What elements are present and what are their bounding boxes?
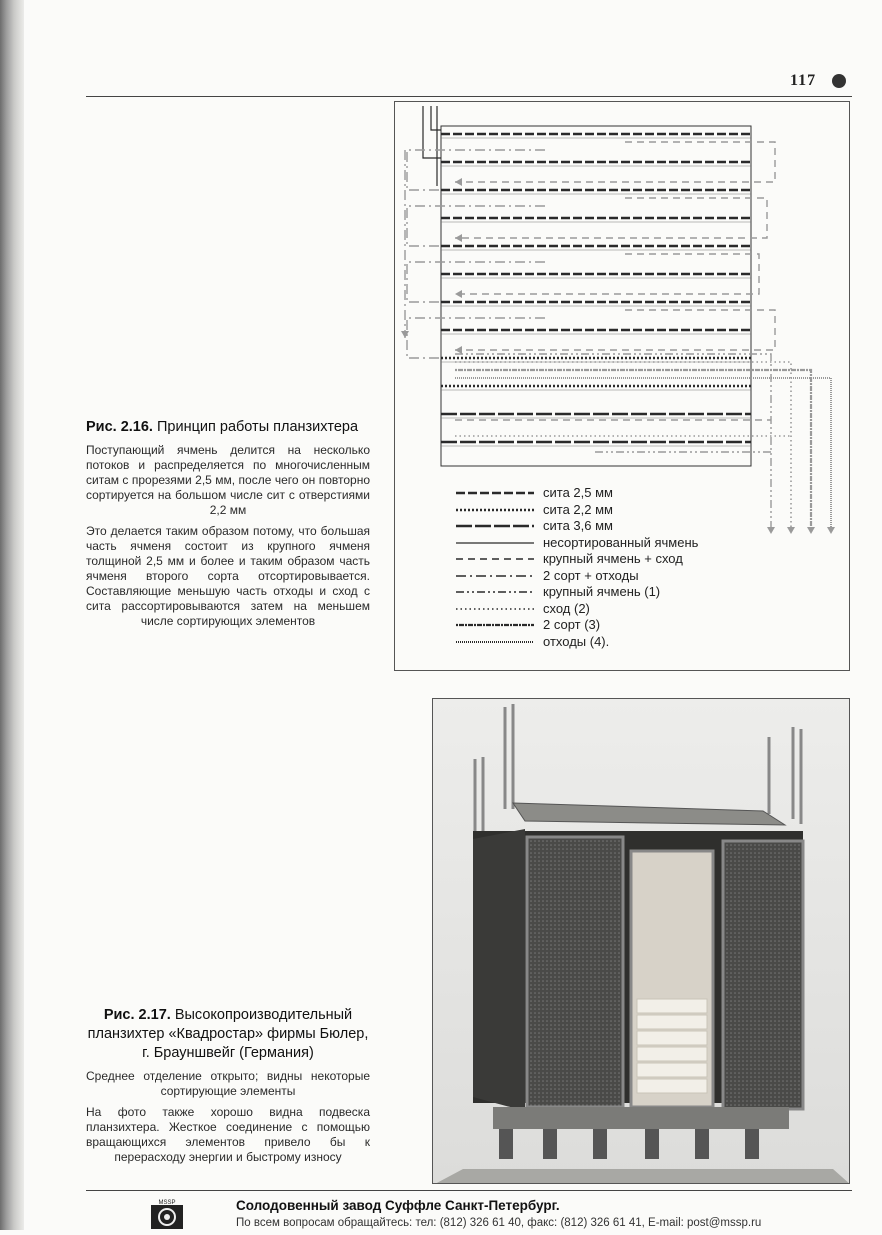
legend-label: сита 2,5 мм [543,485,613,500]
flow-arrow [767,527,775,534]
flow-arrow [455,346,462,354]
machine-feet [499,1129,759,1159]
figure-2-16-label: Рис. 2.16. [86,419,153,435]
legend-label: отходы (4). [543,633,610,649]
flow-arrow [455,234,462,242]
legend-label: крупный ячмень + сход [543,551,683,566]
figure-2-16-paragraph-2: Это делается таким образом потому, что большая часть ячменя состоит из крупного ячменя толщиной 2,5 мм и более и таким образом часть ячменя второго сорта отсортировывается. Составляющие меньшую часть отходы и сход с сита рассортировываются затем на меньшем числе сортирующих элементов [86,524,370,628]
flow-arrow [401,331,409,338]
machine-base [493,1107,789,1129]
figure-2-16-title-line [86,418,370,437]
second-waste-flow [407,262,545,302]
right-door [723,841,803,1109]
legend-swatch-sieve-36 [456,521,534,531]
flow-arrow [455,290,462,298]
flow-arrow [827,527,835,534]
figure-2-17-label: Рис. 2.17. [103,1007,171,1023]
machine-top-lid [513,803,785,825]
page-marker-icon [832,74,846,88]
sieve-layers [441,134,751,446]
figure-2-17-title: Высокопроизводительный планзихтер «Квадростар» фирмы Бюлер, г. Брауншвейг (Германия) [87,1007,369,1061]
legend-label: сита 2,2 мм [543,501,613,517]
company-logo [150,1198,184,1230]
footer-rule [86,1190,852,1191]
figure-2-16-title: Принцип работы планзихтера [157,419,359,435]
unsorted-feed-line [431,106,441,130]
figure-2-16-paragraph-1: Поступающий ячмень делится на несколько потоков и распределяется по многочисленным ситам с прорезями 2,5 мм, после чего он повторно сортируется на большом числе сит с отверстиями 2,2 мм [86,443,370,517]
flow-arrows [401,178,835,534]
figure-2-17-paragraph-2: На фото также хорошо видна подвеска планзихтера. Жесткое соединение с помощью вращающихся элементов привело бы к перерасходу энергии и быстрому износу [86,1105,370,1164]
machine-side-panel [473,829,525,1111]
legend-swatch-large-tail [456,554,534,564]
legend-swatch-second-waste [456,571,534,581]
legend-label: сход (2) [543,600,590,616]
second-waste-flow [407,318,545,358]
flow-arrow [787,527,795,534]
legend-label: 2 сорт + отходы [543,567,639,583]
logo-icon [150,1198,184,1230]
legend-swatch-tail-2 [456,604,534,614]
second-waste-flow [407,150,545,190]
legend-label: 2 сорт (3) [543,617,601,632]
figure-2-16-caption [86,418,370,635]
book-binding-shadow [0,0,24,1230]
legend-swatch-waste-4 [456,637,534,647]
flow-arrow [455,178,462,186]
header-rule [86,96,852,97]
legend-swatch-sieve-22 [456,505,534,515]
floor [433,1169,850,1184]
flow-lines [405,106,831,532]
legend-swatch-sieve-25 [456,488,534,498]
legend-swatch-large-1 [456,587,534,597]
legend-swatch-unsorted [456,538,534,548]
second-waste-flow [407,206,545,246]
plansifter-machine-illustration [433,699,850,1184]
figure-2-17-paragraph-1: Среднее отделение открыто; видны некоторые сортирующие элементы [86,1069,370,1098]
legend-label: крупный ячмень (1) [543,584,661,599]
legend-label: несортированный ячмень [543,534,699,550]
svg-text:MSSP: MSSP [158,1200,176,1206]
figure-2-17-title-line [86,1006,370,1063]
figure-2-16-diagram [394,101,850,671]
flow-arrow [807,527,815,534]
legend-swatch-second-3 [456,620,534,630]
footer-title: Солодовенный завод Суффле Санкт-Петербург. [236,1198,560,1213]
figure-2-17-caption [86,1006,370,1171]
legend-label: сита 3,6 мм [543,518,613,533]
page-number: 117 [790,72,817,89]
footer-contacts: По всем вопросам обращайтесь: тел: (812) 326 61 40, факс: (812) 326 61 41, E-mail: post@mssp.ru [236,1217,762,1229]
figure-2-17-photo [432,698,850,1184]
left-door [527,837,623,1107]
